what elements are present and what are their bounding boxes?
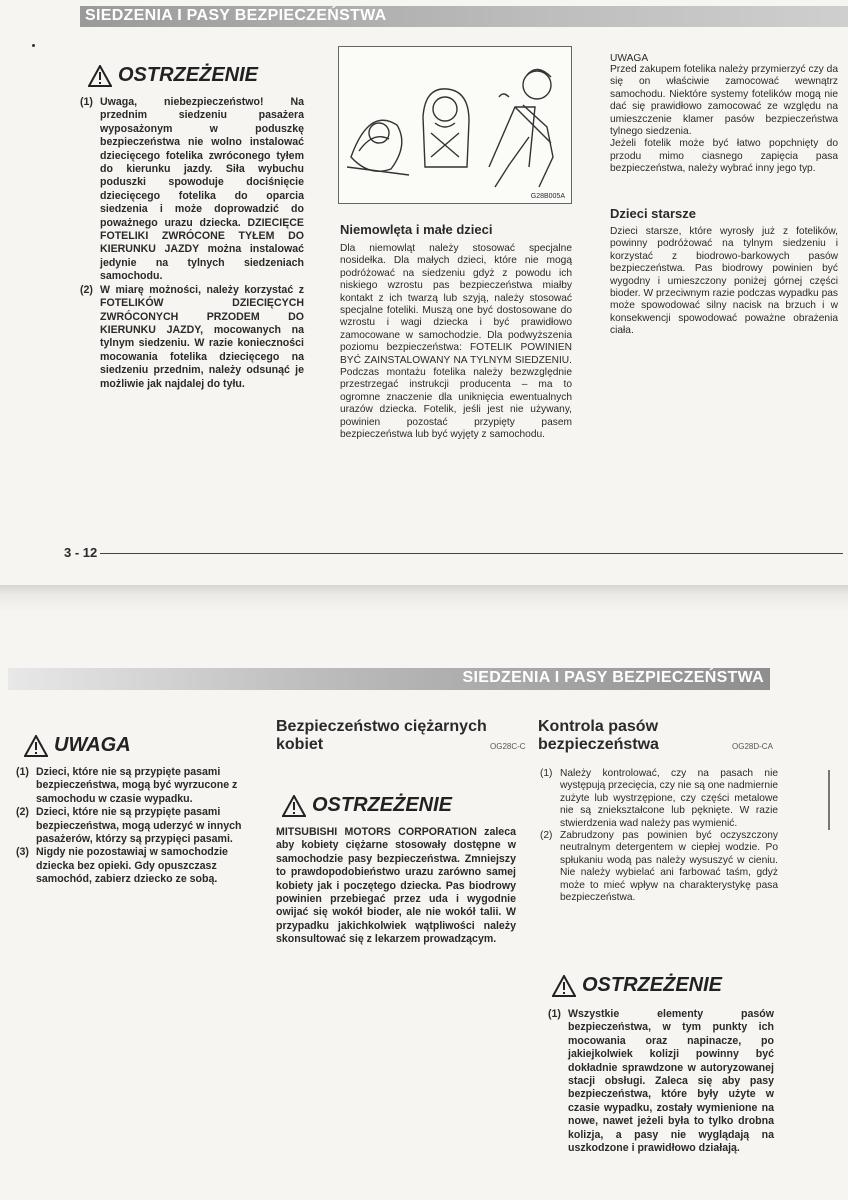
heading-line: Kontrola pasów: [538, 718, 659, 735]
warning-heading: [88, 64, 258, 87]
item-number: (1): [80, 96, 93, 108]
warning-item: [80, 284, 304, 391]
belt-warning-heading: [552, 974, 722, 997]
child-seats-drawing: [339, 47, 571, 203]
pregnant-warning-heading: [282, 794, 452, 817]
belt-check-text: [540, 768, 778, 904]
section-header-bar: [8, 668, 770, 690]
caution-title: UWAGA: [54, 734, 131, 756]
section-code: OG28D-CA: [732, 742, 773, 751]
item-text: Wszystkie elementy pasów bezpieczeństwa, w tym punkty ich mocowania oraz napinacze, po jakiejkolwiek kolizji powinny być dokładnie sprawdzone w autoryzowanej stacji obsługi. Zaleca się aby pasy bezpieczeństwa, które były użyte w czasie wypadku, zostały wymienione na nowe, nawet jeżeli była to tylko drobna kolizja, a pasy nie wyglądają na uszkodzone i prawidłowo działają.: [568, 1008, 774, 1155]
caution-item: [16, 846, 250, 886]
note-paragraph: Przed zakupem fotelika należy przymierzyć czy da się on właściwie zamocować wewnątrz samochodu. Niektóre systemy fotelików mogą nie dać się prawidłowo zamocować ze względu na umieszczenie klamer pasów bezpieczeństwa tylnego siedzenia.: [610, 64, 838, 138]
older-children-text: Dzieci starsze, które wyrosły już z fotelików, powinny podróżować na tylnym siedzeniu i korzystać z biodrowo-barkowych pasów bezpieczeństwa. Pas biodrowy powinien być wygodny i umieszczony poniżej górnej części bioder. W przeciwnym razie podczas wypadku pas może spowodować silny nacisk na brzuch i w konsekwencji spowodować poważne obrażenia ciała.: [610, 226, 838, 337]
heading-line: bezpieczeństwa: [538, 736, 659, 753]
item-text: W miarę możności, należy korzystać z FOTELIKÓW DZIECIĘCYCH ZWRÓCONYCH PRZODEM DO KIERUNKU JAZDY, mocowanych na tylnym siedzeniu. W razie konieczności mocowania fotelika dziecięcego na siedzeniu przednim, należy odsunąć je możliwie jak najdalej do tyłu.: [100, 283, 304, 390]
section-header-bar: [80, 6, 848, 27]
infants-heading: Niemowlęta i małe dzieci: [340, 222, 493, 237]
page-number: 3 - 12: [64, 545, 98, 560]
note-text: [610, 64, 838, 176]
pregnant-text: MITSUBISHI MOTORS CORPORATION zaleca aby kobiety ciężarne stosowały dostępne w samochodzie pasy bezpieczeństwa. Zmniejszy to prawdopodobieństwo urazu zarówno samej kobiety jak i poczętego dziecka. Pas biodrowy powinien przebiegać przez uda i wygodnie owijać się wokół bioder, ale nie wokół talii. W przypadku jakichkolwiek wątpliwości należy skonsultować się z lekarzem prowadzącym.: [276, 826, 516, 946]
belt-check-heading: [538, 718, 659, 754]
belt-warning-text: [548, 1008, 774, 1155]
item-text: Dzieci, które nie są przypięte pasami bezpieczeństwa, mogą uderzyć w innych pasażerów, którzy są przypięci pasami.: [36, 806, 242, 846]
section-code: OG28C-C: [490, 742, 526, 751]
item-number: (2): [80, 283, 93, 296]
warning-title: OSTRZEŻENIE: [312, 794, 453, 816]
warning-item: [80, 96, 304, 284]
item-number: (1): [540, 768, 553, 779]
item-number: (1): [548, 1008, 561, 1020]
older-children-heading: Dzieci starsze: [610, 206, 696, 221]
warning-triangle-icon: [88, 65, 112, 87]
item-text: Zabrudzony pas powinien być oczyszczony neutralnym detergentem w ciepłej wodzie. Po spłukaniu wodą pas należy wysuszyć w cieniu. Nie należy wybielać ani farbować taśm, gdyż może to mieć wpływ na charakterystykę pasa bezpieczeństwa.: [560, 830, 778, 904]
warning-item: [548, 1008, 774, 1155]
note-title: UWAGA: [610, 53, 649, 64]
item-text: Uwaga, niebezpieczeństwo! Na przednim siedzeniu pasażera wyposażonym w poduszkę bezpieczeństwa nie wolno instalować dziecięcego fotelika zwróconego tyłem do kierunku jazdy. Siła wybuchu poduszki spowoduje dociśnięcie dziecięcego fotelika do oparcia siedzenia i może doprowadzić do poważnego urazu dziecka. DZIECIĘCE FOTELIKI ZWRÓCONE TYŁEM DO KIERUNKU JAZDY można instalować jedynie na tylnych siedzeniach samochodu.: [100, 96, 304, 283]
warning-triangle-icon: [282, 795, 306, 817]
caution-text: [16, 766, 250, 887]
item-text: Dzieci, które nie są przypięte pasami bezpieczeństwa, mogą być wyrzucone z samochodu w czasie wypadku.: [36, 766, 238, 805]
item-text: Nigdy nie pozostawiaj w samochodzie dziecka bez opieki. Gdy opuszczasz samochód, zabierz dziecko ze sobą.: [36, 846, 228, 886]
margin-mark: [828, 770, 830, 830]
note-paragraph: Jeżeli fotelik może być łatwo popchnięty do przodu mimo ciasnego zapięcia pasa bezpieczeństwa, należy wybrać inny jego typ.: [610, 138, 838, 175]
section-title: SIEDZENIA I PASY BEZPIECZEŃSTWA: [85, 7, 387, 24]
footer-rule: [100, 553, 843, 554]
child-seat-illustration: [338, 46, 572, 204]
heading-line: kobiet: [276, 736, 324, 753]
caution-item: [16, 766, 250, 806]
section-title: SIEDZENIA I PASY BEZPIECZEŃSTWA: [462, 669, 764, 686]
warning-title: OSTRZEŻENIE: [582, 974, 723, 996]
infants-text: Dla niemowląt należy stosować specjalne nosidełka. Dla małych dzieci, które nie mogą podróżować na siedzeniu gdyż z powodu ich niskiego wzrostu pas bezpieczeństwa miałby kontakt z ich twarzą lub szyją, należy stosować specjalne foteliki. Muszą one być dostosowane do wzrostu i wagi dziecka i być prawidłowo zamocowane w samochodzie. Dla podwyższenia poziomu bezpieczeństwa: FOTELIK POWINIEN BYĆ ZAINSTALOWANY NA TYLNYM SIEDZENIU. Podczas montażu fotelika należy bezwzględnie przestrzegać instrukcji producenta – ma to ogromne znaczenie dla uniknięcia ewentualnych urazów dziecka. Fotelik, jeśli jest nie używany, powinien pozostać przypięty pasem bezpieczeństwa lub być wyjęty z samochodu.: [340, 243, 572, 441]
item-number: (2): [540, 830, 553, 842]
item-text: Należy kontrolować, czy na pasach nie występują przecięcia, czy nie są one nadmiernie zużyte lub wystrzępione, czy części metalowe nie są zniekształcone lub pęknięte. W razie stwierdzenia wad należy pas wymienić.: [560, 768, 779, 829]
belt-check-item: [540, 830, 778, 904]
warning-text: [80, 96, 304, 391]
warning-triangle-icon: [24, 735, 48, 757]
warning-title: OSTRZEŻENIE: [118, 64, 259, 86]
item-number: (3): [16, 846, 29, 859]
illustration-code: G28B005A: [530, 193, 565, 200]
pregnant-heading: [276, 718, 487, 754]
item-number: (1): [16, 766, 29, 778]
warning-triangle-icon: [552, 975, 576, 997]
scan-dot: [32, 44, 35, 47]
caution-heading: [24, 734, 131, 757]
page-gap: [0, 585, 848, 610]
belt-check-item: [540, 768, 778, 830]
item-number: (2): [16, 806, 29, 819]
heading-line: Bezpieczeństwo ciężarnych: [276, 718, 487, 735]
caution-item: [16, 806, 250, 846]
